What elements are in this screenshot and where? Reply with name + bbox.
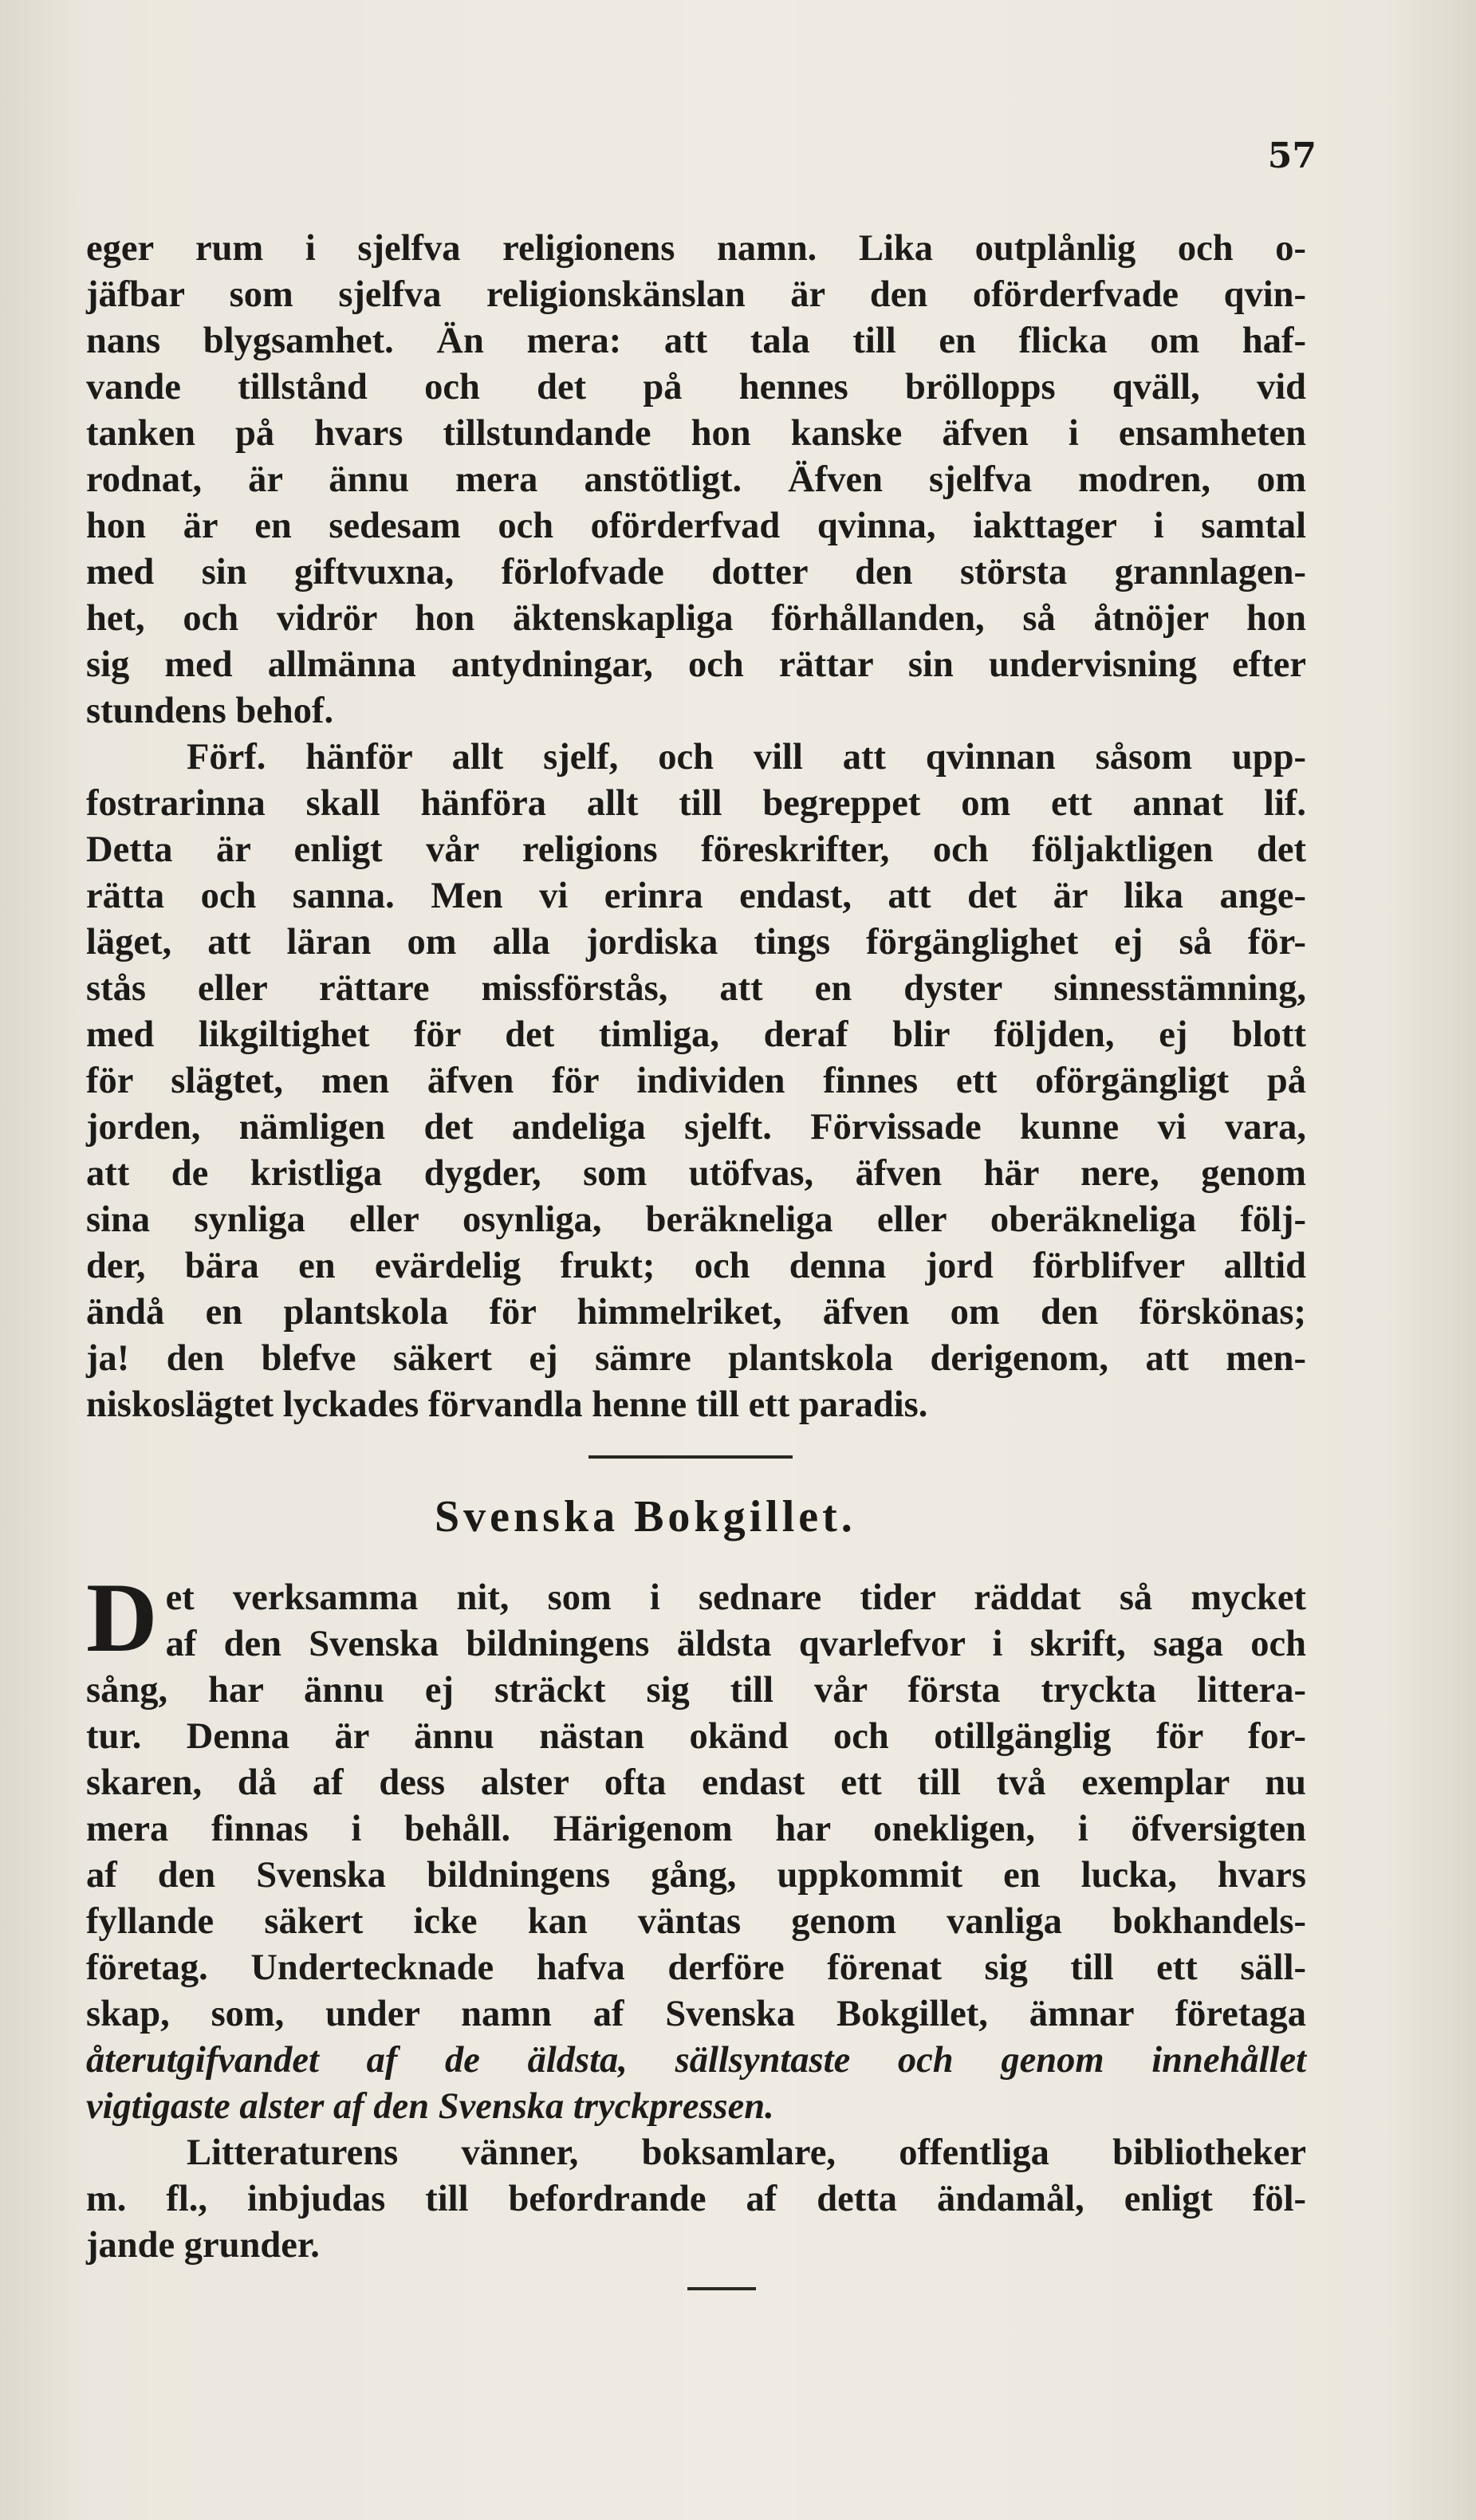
text-line: Litteraturens vänner, boksamlare, offentliga bibliotheker (187, 2132, 1306, 2173)
text-line: rodnat, är ännu mera anstötligt. Äfven sjelfva modren, om (86, 459, 1306, 500)
text-line: med likgiltighet för det timliga, deraf blir följden, ej blott (86, 1014, 1306, 1055)
text-line: rätta och sanna. Men vi erinra endast, att det är lika ange- (86, 876, 1306, 916)
section-title: Svenska Bokgillet. (435, 1492, 856, 1542)
text-line: nans blygsamhet. Än mera: att tala till en flicka om haf- (86, 321, 1306, 361)
text-line: skap, som, under namn af Svenska Bokgillet, ämnar företaga (86, 1994, 1306, 2034)
text-line: het, och vidrör hon äktenskapliga förhållanden, så åtnöjer hon (86, 598, 1306, 639)
text-line: fostrarinna skall hänföra allt till begreppet om ett annat lif. (86, 783, 1306, 824)
text-line: sång, har ännu ej sträckt sig till vår första tryckta littera- (86, 1670, 1306, 1711)
text-line: för slägtet, men äfven för individen finnes ett oförgängligt på (86, 1061, 1306, 1101)
text-line: tanken på hvars tillstundande hon kanske äfven i ensamheten (86, 413, 1306, 454)
text-line: skaren, då af dess alster ofta endast ett till två exemplar nu (86, 1762, 1306, 1803)
text-line: jorden, nämligen det andeliga sjelft. Förvissade kunne vi vara, (86, 1107, 1306, 1148)
text-line: stundens behof. (86, 691, 334, 731)
text-line: fyllande säkert icke kan väntas genom vanliga bokhandels- (86, 1901, 1306, 1942)
page-number: 57 (1267, 136, 1317, 176)
body-text (86, 226, 1306, 1428)
text-line: et verksamma nit, som i sednare tider räddat så mycket (165, 1577, 1306, 1618)
text-line: niskoslägtet lyckades förvandla henne till ett paradis. (86, 1384, 928, 1425)
text-line: Detta är enligt vår religions föreskrifter, och följaktligen det (86, 829, 1306, 870)
text-line: läget, att läran om alla jordiska tings förgänglighet ej så för- (86, 922, 1306, 963)
text-line: sina synliga eller osynliga, beräkneliga eller oberäkneliga följ- (86, 1199, 1306, 1240)
text-line: der, bära en evärdelig frukt; och denna jord förblifver alltid (86, 1246, 1306, 1286)
text-line: företag. Undertecknade hafva derföre förenat sig till ett säll- (86, 1947, 1306, 1988)
text-line: eger rum i sjelfva religionens namn. Lika outplånlig och o- (86, 228, 1306, 269)
text-line: af den Svenska bildningens äldsta qvarlefvor i skrift, saga och (165, 1624, 1306, 1664)
text-line: Förf. hänför allt sjelf, och vill att qvinnan såsom upp- (187, 737, 1306, 778)
text-line: vigtigaste alster af den Svenska tryckpressen. (86, 2086, 774, 2127)
text-line: jande grunder. (86, 2225, 320, 2266)
text-line: återutgifvandet af de äldsta, sällsyntaste och genom innehållet (86, 2040, 1306, 2081)
end-rule (687, 2287, 756, 2290)
text-line: af den Svenska bildningens gång, uppkommit en lucka, hvars (86, 1855, 1306, 1896)
text-line: hon är en sedesam och oförderfvad qvinna, iakttager i samtal (86, 506, 1306, 546)
text-line: m. fl., inbjudas till befordrande af detta ändamål, enligt föl- (86, 2179, 1306, 2219)
text-line: sig med allmänna antydningar, och rättar sin undervisning efter (86, 644, 1306, 685)
text-line: ändå en plantskola för himmelriket, äfven om den förskönas; (86, 1292, 1306, 1333)
text-line: vande tillstånd och det på hennes bröllopps qväll, vid (86, 367, 1306, 408)
separator-rule (588, 1455, 793, 1459)
text-line: ja! den blefve säkert ej sämre plantskola derigenom, att men- (86, 1338, 1306, 1379)
text-line: stås eller rättare missförstås, att en dyster sinnesstämning, (86, 968, 1306, 1009)
section-text (86, 1563, 1306, 2269)
drop-cap: D (86, 1563, 158, 1672)
text-line: med sin giftvuxna, förlofvade dotter den största grannlagen- (86, 552, 1306, 593)
text-line: mera finnas i behåll. Härigenom har onekligen, i öfversigten (86, 1809, 1306, 1849)
text-line: att de kristliga dygder, som utöfvas, äfven här nere, genom (86, 1153, 1306, 1194)
text-line: jäfbar som sjelfva religionskänslan är den oförderfvade qvin- (86, 274, 1306, 315)
text-line: tur. Denna är ännu nästan okänd och otillgänglig för for- (86, 1716, 1306, 1757)
